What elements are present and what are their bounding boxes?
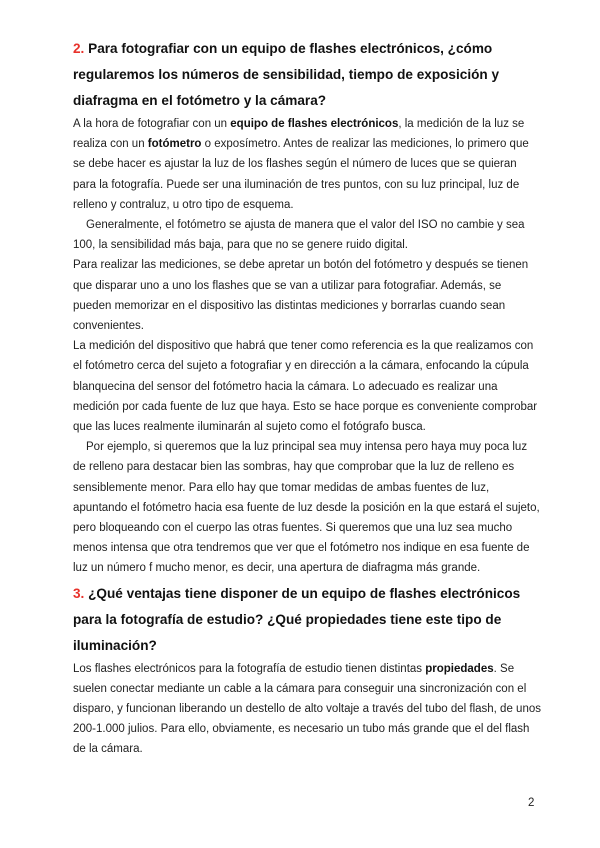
question-3-number: 3.	[73, 585, 85, 601]
answer-2-paragraph-4: La medición del dispositivo que habrá que tener como referencia es la que realizamos con el fotómetro cerca del sujeto a fotografiar y en dirección a la cámara, enfocando la cúpula blanquecina del sensor del fotómetro hacia la cámara. Lo adecuado es realizar una medición por cada fuente de luz que haya. Esto se hace porque es conveniente comprobar que las luces realmente iluminarán al sujeto como el fotógrafo busca.	[73, 340, 538, 434]
text-run: , la medición de la luz se realiza con un	[73, 118, 525, 151]
answer-2-paragraph-3: Para realizar las mediciones, se debe apretar un botón del fotómetro y después se tienen que disparar uno a uno los flashes que se van a utilizar para fotografiar. Además, se pueden memorizar en el dispositivo las distintas mediciones y borrarlas cuando sean convenientes.	[73, 259, 529, 333]
answer-3-paragraph-1	[73, 659, 541, 760]
answer-2-paragraph-2: Generalmente, el fotómetro se ajusta de manera que el valor del ISO no cambie y sea 100, la sensibilidad más baja, para que no se genere ruido digital.	[73, 219, 525, 252]
bold-term-photometer: fotómetro	[147, 138, 202, 151]
bold-term-properties: propiedades	[425, 662, 494, 675]
text-run: Los flashes electrónicos para la fotografía de estudio tienen distintas	[73, 662, 426, 675]
text-run: A la hora de fotografiar con un	[73, 118, 231, 130]
question-2-heading	[73, 36, 541, 114]
bold-term-flash-equipment: equipo de flashes electrónicos	[230, 118, 399, 130]
text-run: o exposímetro. Antes de realizar las mediciones, lo primero que se debe hacer es ajustar la luz de los flashes según el número de luces que se quieran para la fotografía. Puede ser una iluminación de tres puntos, con su luz principal, luz de relleno y contraluz, u otro tipo de esquema.	[73, 138, 529, 211]
question-2-number: 2.	[73, 41, 85, 56]
question-3-text: ¿Qué ventajas tiene disponer de un equipo de flashes electrónicos para la fotografía de estudio? ¿Qué propiedades tiene este tipo de iluminación?	[73, 585, 521, 653]
answer-2-paragraph-5: Por ejemplo, si queremos que la luz principal sea muy intensa pero haya muy poca luz de relleno para destacar bien las sombras, hay que comprobar que la luz de relleno es sensiblemente menor. Para ello hay que tomar medidas de ambas fuentes de luz, apuntando el fotómetro hacia esa fuente de luz desde la posición en la que estará el sujeto, pero bloqueando con el cuerpo las otras fuentes. Si queremos que una luz sea mucho menos intensa que otra tendremos que ver que el fotómetro nos indique en esa fuente de luz un número f mucho menor, es decir, una apertura de diafragma más grande.	[73, 441, 540, 575]
question-2-text: Para fotografiar con un equipo de flashes electrónicos, ¿cómo regularemos los números de sensibilidad, tiempo de exposición y diafragma en el fotómetro y la cámara?	[73, 41, 500, 108]
answer-2-paragraph-1	[73, 114, 541, 215]
question-3-heading	[73, 581, 541, 659]
page-content	[73, 36, 541, 760]
page-number: 2	[528, 797, 535, 809]
text-run: . Se suelen conectar mediante un cable a la cámara para conseguir una sincronización con el disparo, y funcionan liberando un destello de alto voltaje a través del tubo del flash, de unos 200-1.000 julios. Para ello, obviamente, es necesario un tubo más grande que el del flash de la cámara.	[73, 662, 541, 756]
